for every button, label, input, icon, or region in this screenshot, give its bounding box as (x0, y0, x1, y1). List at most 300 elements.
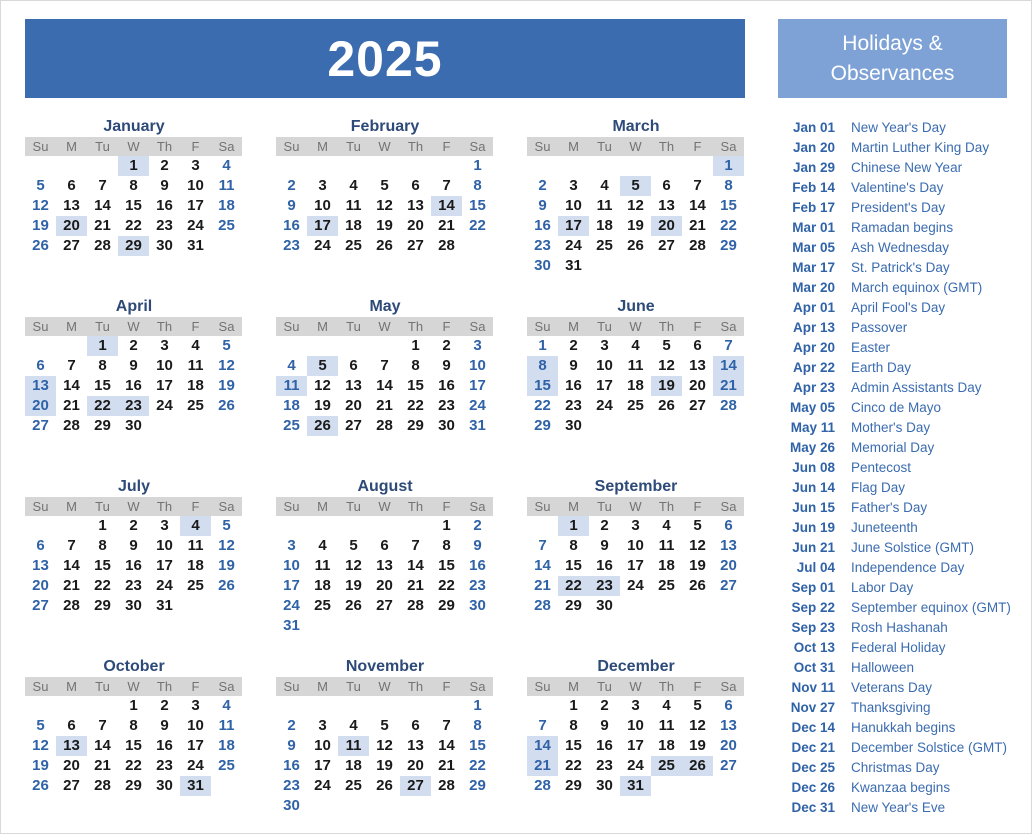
day-cell: 2 (569, 337, 578, 354)
day-cell: 15 (407, 377, 424, 394)
day-cell: 17 (156, 377, 173, 394)
month-grid (527, 677, 745, 796)
day-cell: 25 (627, 397, 644, 414)
holiday-day-cell: 20 (56, 216, 87, 236)
day-cell: 10 (187, 177, 204, 194)
holiday-date: Oct 13 (793, 640, 835, 655)
day-cell: 12 (32, 197, 49, 214)
holiday-date: Sep 23 (791, 620, 835, 635)
holiday-day-cell: 22 (87, 396, 118, 416)
holiday-name: April Fool's Day (851, 300, 946, 315)
day-cell: 15 (438, 557, 455, 574)
holiday-row (778, 558, 1018, 578)
day-cell: 24 (469, 397, 486, 414)
day-cell: 22 (94, 577, 111, 594)
day-cell: 25 (218, 217, 235, 234)
day-cell: 4 (349, 177, 358, 194)
weekday-header: Su (25, 497, 56, 516)
holiday-date: Feb 14 (792, 180, 835, 195)
day-cell: 21 (407, 577, 424, 594)
day-cell: 29 (534, 417, 551, 434)
holiday-name: Christmas Day (851, 760, 940, 775)
empty-cell (527, 696, 558, 716)
holiday-name: Pentecost (851, 460, 912, 475)
day-cell: 23 (283, 237, 300, 254)
day-cell: 27 (407, 237, 424, 254)
holiday-day-cell: 1 (713, 156, 744, 176)
weekday-header: W (369, 677, 400, 696)
weekday-header: Su (276, 677, 307, 696)
day-cell: 31 (283, 617, 300, 634)
day-cell: 15 (94, 377, 111, 394)
day-cell: 13 (32, 557, 49, 574)
holiday-day-cell: 14 (527, 736, 558, 756)
empty-cell (56, 156, 87, 176)
holiday-day-cell: 23 (589, 576, 620, 596)
day-cell: 28 (689, 237, 706, 254)
month-title: May (369, 298, 401, 315)
day-cell: 1 (442, 517, 451, 534)
day-cell: 5 (222, 337, 231, 354)
empty-cell (431, 156, 462, 176)
day-cell: 9 (287, 737, 296, 754)
day-cell: 11 (187, 537, 204, 554)
day-cell: 11 (627, 357, 644, 374)
month-july (25, 477, 243, 616)
holiday-date: Apr 23 (792, 380, 835, 395)
day-cell: 23 (596, 757, 613, 774)
day-cell: 12 (376, 197, 393, 214)
holiday-day-cell: 21 (713, 376, 744, 396)
weekday-header: M (558, 677, 589, 696)
day-cell: 26 (32, 777, 49, 794)
day-cell: 18 (596, 217, 613, 234)
day-cell: 6 (36, 357, 45, 374)
empty-cell (369, 156, 400, 176)
day-cell: 30 (596, 597, 613, 614)
holiday-row (778, 298, 1018, 318)
holiday-name: Ramadan begins (851, 220, 954, 235)
day-cell: 6 (36, 537, 45, 554)
holiday-row (778, 178, 1018, 198)
day-cell: 15 (720, 197, 737, 214)
holiday-name: Juneteenth (851, 520, 918, 535)
day-cell: 28 (438, 237, 455, 254)
day-cell: 8 (129, 177, 138, 194)
empty-cell (56, 696, 87, 716)
day-cell: 28 (534, 777, 551, 794)
weekday-header: Su (25, 317, 56, 336)
weekday-header: Tu (589, 677, 620, 696)
day-cell: 8 (473, 177, 482, 194)
day-cell: 12 (314, 377, 331, 394)
day-cell: 18 (187, 557, 204, 574)
day-cell: 11 (345, 197, 362, 214)
holiday-row (778, 698, 1018, 718)
day-cell: 21 (376, 397, 393, 414)
day-cell: 3 (318, 717, 327, 734)
weekday-header: F (682, 497, 713, 516)
day-cell: 19 (314, 397, 331, 414)
day-cell: 23 (469, 577, 486, 594)
day-cell: 8 (411, 357, 420, 374)
day-cell: 22 (125, 217, 142, 234)
holiday-date: Jun 14 (792, 480, 835, 495)
day-cell: 10 (627, 537, 644, 554)
month-april (25, 297, 243, 436)
empty-cell (338, 516, 369, 536)
weekday-header: Sa (211, 137, 242, 156)
holiday-day-cell: 23 (118, 396, 149, 416)
empty-cell (56, 516, 87, 536)
day-cell: 21 (63, 577, 80, 594)
day-cell: 2 (442, 337, 451, 354)
day-cell: 23 (156, 217, 173, 234)
day-cell: 28 (63, 597, 80, 614)
day-cell: 15 (125, 197, 142, 214)
holiday-date: Jun 08 (792, 460, 835, 475)
day-cell: 2 (473, 517, 482, 534)
day-cell: 5 (662, 337, 671, 354)
day-cell: 25 (218, 757, 235, 774)
weekday-header: W (369, 137, 400, 156)
month-may (276, 297, 494, 436)
day-cell: 10 (469, 357, 486, 374)
day-cell: 6 (693, 337, 702, 354)
day-cell: 18 (345, 757, 362, 774)
day-cell: 6 (411, 177, 420, 194)
month-march (527, 117, 745, 276)
day-cell: 27 (689, 397, 706, 414)
day-cell: 18 (345, 217, 362, 234)
holiday-day-cell: 27 (400, 776, 431, 796)
day-cell: 26 (627, 237, 644, 254)
day-cell: 30 (125, 417, 142, 434)
day-cell: 4 (222, 697, 231, 714)
day-cell: 5 (36, 717, 45, 734)
day-cell: 10 (314, 737, 331, 754)
day-cell: 16 (156, 737, 173, 754)
month-title: February (350, 118, 420, 135)
day-cell: 10 (314, 197, 331, 214)
holiday-name: Earth Day (851, 360, 912, 375)
empty-cell (369, 336, 400, 356)
day-cell: 7 (442, 717, 451, 734)
month-january (25, 117, 243, 256)
weekday-header: W (620, 677, 651, 696)
holiday-name: Kwanzaa begins (851, 780, 951, 795)
holiday-day-cell: 17 (307, 216, 338, 236)
holiday-day-cell: 20 (651, 216, 682, 236)
weekday-header: Tu (338, 677, 369, 696)
weekday-header: Su (25, 137, 56, 156)
day-cell: 17 (627, 557, 644, 574)
day-cell: 9 (600, 717, 609, 734)
day-cell: 24 (596, 397, 613, 414)
day-cell: 24 (156, 577, 173, 594)
day-cell: 29 (407, 417, 424, 434)
day-cell: 18 (658, 737, 675, 754)
day-cell: 1 (98, 517, 107, 534)
empty-cell (400, 516, 431, 536)
day-cell: 13 (689, 357, 706, 374)
day-cell: 13 (345, 377, 362, 394)
day-cell: 26 (345, 597, 362, 614)
holiday-name: Rosh Hashanah (851, 620, 948, 635)
day-cell: 27 (345, 417, 362, 434)
day-cell: 7 (98, 177, 107, 194)
day-cell: 2 (287, 177, 296, 194)
weekday-header: Sa (211, 677, 242, 696)
day-cell: 10 (627, 717, 644, 734)
holiday-name: Valentine's Day (851, 180, 944, 195)
holiday-name: June Solstice (GMT) (851, 540, 975, 555)
day-cell: 28 (720, 397, 737, 414)
day-cell: 28 (407, 597, 424, 614)
day-cell: 24 (187, 217, 204, 234)
day-cell: 8 (129, 717, 138, 734)
empty-cell (620, 156, 651, 176)
day-cell: 24 (627, 577, 644, 594)
day-cell: 25 (345, 777, 362, 794)
month-grid (25, 137, 243, 256)
holiday-day-cell: 11 (276, 376, 307, 396)
day-cell: 24 (565, 237, 582, 254)
day-cell: 27 (63, 237, 80, 254)
day-cell: 30 (565, 417, 582, 434)
day-cell: 2 (600, 517, 609, 534)
holiday-name: Martin Luther King Day (851, 140, 990, 155)
day-cell: 17 (187, 197, 204, 214)
month-title: March (612, 118, 660, 135)
holiday-day-cell: 1 (118, 156, 149, 176)
day-cell: 25 (596, 237, 613, 254)
weekday-header: F (180, 677, 211, 696)
weekday-header: M (56, 317, 87, 336)
weekday-header: M (56, 497, 87, 516)
day-cell: 22 (407, 397, 424, 414)
day-cell: 9 (129, 357, 138, 374)
day-cell: 5 (693, 697, 702, 714)
weekday-header: Tu (87, 137, 118, 156)
weekday-header: Sa (713, 137, 744, 156)
weekday-header: Su (276, 317, 307, 336)
day-cell: 31 (187, 237, 204, 254)
day-cell: 24 (187, 757, 204, 774)
day-cell: 7 (538, 717, 547, 734)
day-cell: 7 (693, 177, 702, 194)
holiday-name: Thanksgiving (851, 700, 931, 715)
holiday-row (778, 158, 1018, 178)
day-cell: 3 (569, 177, 578, 194)
day-cell: 25 (345, 237, 362, 254)
weekday-header: M (307, 497, 338, 516)
holiday-row (778, 438, 1018, 458)
holiday-row (778, 798, 1018, 818)
holiday-day-cell: 17 (558, 216, 589, 236)
holiday-date: Sep 01 (791, 580, 835, 595)
day-cell: 29 (469, 777, 486, 794)
empty-cell (25, 336, 56, 356)
day-cell: 12 (345, 557, 362, 574)
day-cell: 30 (156, 777, 173, 794)
holiday-day-cell: 29 (118, 236, 149, 256)
day-cell: 1 (473, 157, 482, 174)
month-grid (527, 317, 745, 436)
day-cell: 24 (314, 777, 331, 794)
weekday-header: Th (149, 677, 180, 696)
day-cell: 16 (156, 197, 173, 214)
day-cell: 17 (283, 577, 300, 594)
day-cell: 11 (596, 197, 613, 214)
day-cell: 4 (191, 337, 200, 354)
day-cell: 23 (565, 397, 582, 414)
holiday-date: Apr 01 (792, 300, 835, 315)
holiday-row (778, 118, 1018, 138)
day-cell: 19 (376, 217, 393, 234)
holiday-date: Dec 14 (791, 720, 835, 735)
month-title: October (103, 658, 165, 675)
holiday-row (778, 138, 1018, 158)
month-grid (25, 317, 243, 436)
month-grid (527, 497, 745, 616)
holiday-day-cell: 11 (338, 736, 369, 756)
holiday-row (778, 238, 1018, 258)
holiday-day-cell: 22 (558, 576, 589, 596)
holiday-date: Nov 11 (791, 680, 835, 695)
day-cell: 4 (318, 537, 327, 554)
day-cell: 13 (407, 737, 424, 754)
weekday-header: Sa (462, 137, 493, 156)
holiday-name: September equinox (GMT) (851, 600, 1011, 615)
month-february (276, 117, 494, 256)
day-cell: 21 (689, 217, 706, 234)
empty-cell (338, 336, 369, 356)
holiday-date: Jul 04 (796, 560, 835, 575)
holiday-day-cell: 31 (180, 776, 211, 796)
holiday-row (778, 778, 1018, 798)
month-august (276, 477, 494, 636)
holiday-day-cell: 1 (558, 516, 589, 536)
day-cell: 9 (600, 537, 609, 554)
day-cell: 20 (689, 377, 706, 394)
day-cell: 14 (63, 377, 80, 394)
holiday-row (778, 578, 1018, 598)
empty-cell (87, 696, 118, 716)
day-cell: 20 (32, 577, 49, 594)
day-cell: 16 (283, 217, 300, 234)
day-cell: 26 (32, 237, 49, 254)
day-cell: 28 (94, 237, 111, 254)
empty-cell (589, 156, 620, 176)
day-cell: 25 (187, 577, 204, 594)
day-cell: 11 (314, 557, 331, 574)
day-cell: 19 (345, 577, 362, 594)
holiday-day-cell: 19 (651, 376, 682, 396)
holiday-row (778, 658, 1018, 678)
day-cell: 29 (565, 777, 582, 794)
holiday-name: Labor Day (851, 580, 914, 595)
weekday-header: F (180, 317, 211, 336)
day-cell: 3 (287, 537, 296, 554)
day-cell: 4 (287, 357, 296, 374)
day-cell: 1 (129, 697, 138, 714)
day-cell: 5 (222, 517, 231, 534)
holiday-row (778, 378, 1018, 398)
holiday-date: Jan 20 (792, 140, 835, 155)
holiday-date: Dec 21 (791, 740, 835, 755)
day-cell: 23 (534, 237, 551, 254)
holiday-date: Mar 05 (792, 240, 835, 255)
day-cell: 24 (156, 397, 173, 414)
holiday-name: President's Day (851, 200, 946, 215)
holiday-date: Dec 25 (791, 760, 835, 775)
day-cell: 4 (662, 697, 671, 714)
day-cell: 12 (32, 737, 49, 754)
day-cell: 21 (534, 577, 551, 594)
weekday-header: W (620, 317, 651, 336)
weekday-header: Tu (338, 497, 369, 516)
day-cell: 16 (596, 557, 613, 574)
day-cell: 9 (287, 197, 296, 214)
day-cell: 22 (125, 757, 142, 774)
day-cell: 10 (596, 357, 613, 374)
empty-cell (87, 156, 118, 176)
day-cell: 6 (724, 517, 733, 534)
holiday-date: Dec 26 (791, 780, 835, 795)
day-cell: 12 (627, 197, 644, 214)
day-cell: 30 (438, 417, 455, 434)
holiday-date: Dec 31 (791, 800, 835, 815)
day-cell: 28 (376, 417, 393, 434)
day-cell: 12 (689, 537, 706, 554)
day-cell: 26 (376, 777, 393, 794)
holiday-day-cell: 25 (651, 756, 682, 776)
empty-cell (276, 336, 307, 356)
holiday-name: Veterans Day (851, 680, 933, 695)
weekday-header: W (369, 497, 400, 516)
day-cell: 12 (658, 357, 675, 374)
day-cell: 30 (283, 797, 300, 814)
day-cell: 27 (658, 237, 675, 254)
day-cell: 14 (689, 197, 706, 214)
month-title: July (117, 478, 150, 495)
holiday-name: Admin Assistants Day (851, 380, 982, 395)
weekday-header: F (682, 137, 713, 156)
month-title: January (103, 118, 165, 135)
day-cell: 16 (125, 377, 142, 394)
weekday-header: M (307, 317, 338, 336)
day-cell: 25 (314, 597, 331, 614)
day-cell: 3 (631, 697, 640, 714)
holiday-row (778, 758, 1018, 778)
holiday-day-cell: 5 (307, 356, 338, 376)
holiday-row (778, 478, 1018, 498)
day-cell: 24 (314, 237, 331, 254)
month-grid (276, 677, 494, 816)
day-cell: 11 (218, 717, 235, 734)
holiday-day-cell: 14 (431, 196, 462, 216)
holiday-day-cell: 20 (25, 396, 56, 416)
day-cell: 10 (156, 357, 173, 374)
weekday-header: Su (527, 317, 558, 336)
day-cell: 23 (283, 777, 300, 794)
weekday-header: F (431, 677, 462, 696)
day-cell: 21 (438, 217, 455, 234)
day-cell: 6 (662, 177, 671, 194)
empty-cell (307, 336, 338, 356)
day-cell: 27 (376, 597, 393, 614)
